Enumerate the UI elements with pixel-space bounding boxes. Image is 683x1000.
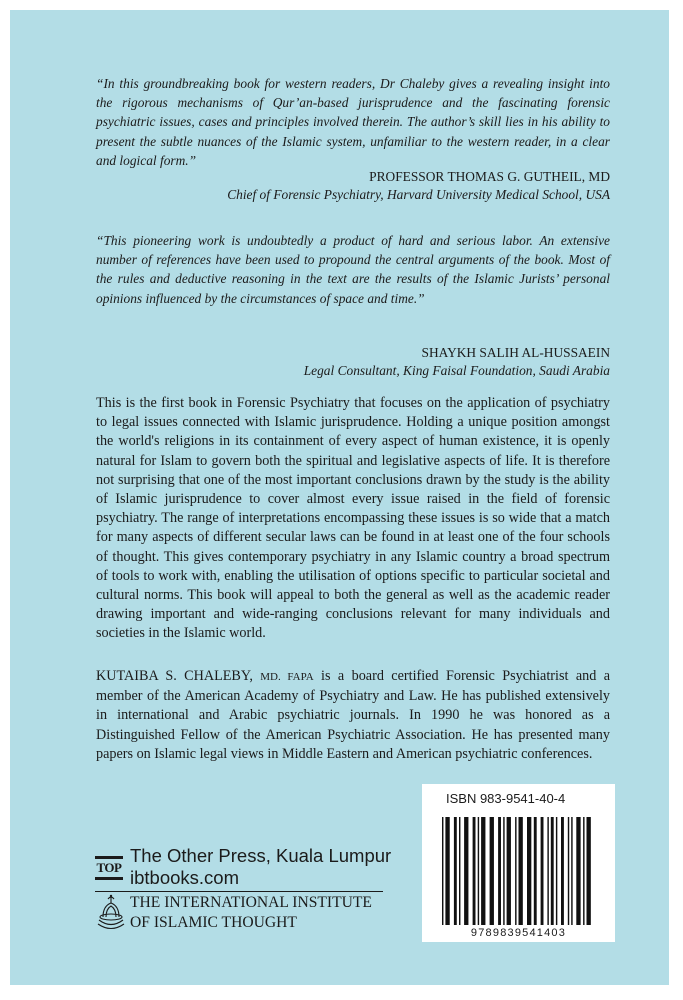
publisher-url: ibtbooks.com — [130, 867, 239, 888]
barcode-bar — [454, 817, 457, 925]
barcode-bar — [519, 817, 523, 925]
barcode-bar — [561, 817, 564, 925]
back-cover — [10, 10, 669, 985]
barcode-bar — [534, 817, 537, 925]
barcode-bar — [498, 817, 501, 925]
author-bio — [96, 667, 610, 764]
barcode-bar — [459, 817, 460, 925]
author-name: KUTAIBA S. CHALEBY, — [96, 668, 253, 684]
barcode-bar — [583, 817, 584, 925]
endorsement-quote-2: “This pioneering work is undoubtedly a product of hard and serious labor. An extensive number of references have been used to propound the central arguments of the book. Most of the rules and deductive reasoning in the text are the results of the Islamic Jurists’ personal opinions influenced by the circumstances of space and time.” — [96, 233, 610, 306]
barcode-bar — [490, 817, 494, 925]
top-logo-text: TOP — [95, 856, 123, 880]
barcode-bar — [445, 817, 449, 925]
endorsement-quote-1: “In this groundbreaking book for western readers, Dr Chaleby gives a revealing insight into the rigorous mechanisms of Qur’an-based jurisprudence and the fascinating forensic psychiatric issues, cases and principles involved therein. The author’s skill lies in his ability to present the subtle nuances of the Islamic system, unfamiliar to the western reader, in a clear and logical form.” — [96, 76, 610, 168]
iiit-emblem-icon — [94, 893, 128, 933]
barcode-graphic — [442, 817, 595, 925]
barcode-bar — [442, 817, 443, 925]
barcode-bar — [576, 817, 580, 925]
book-description: This is the first book in Forensic Psychiatry that focuses on the application of psychiatry to legal issues connected with Islamic jurisprudence. Holding a unique position amongst the world's religions in its containment of every aspect of human existence, it is openly natural for Islam to govern both the spiritual and legislative aspects of life. It is therefore not surprising that one of the most important conclusions drawn by the study is the ability of Islamic jurisprudence to cover almost every issue raised in the field of forensic psychiatry. The range of interpretations encompassing these issues is so wide that a match for many aspects of different secular laws can be found in at least one of the four schools of thought. This gives contemporary psychiatry in any Islamic country a broad spectrum of tools to work with, enabling the utilisation of options specific to particular societal and cultural norms. This book will appeal to both the general as well as the academic reader drawing important and wide-ranging conclusions relevant for many individuals and societies in the Islamic world. — [96, 395, 610, 642]
publisher-name: The Other Press, Kuala Lumpur — [130, 845, 392, 866]
barcode-bar — [568, 817, 569, 925]
endorsement-author-1: PROFESSOR THOMAS G. GUTHEIL, MD — [369, 169, 610, 184]
barcode-bar — [587, 817, 591, 925]
barcode-bar — [547, 817, 548, 925]
barcode-bar — [541, 817, 544, 925]
author-bio-text: is a board certified Forensic Psychiatrist and a member of the American Academy of Psychiatry and Law. He has published extensively in international and Arabic psychiatric journals. In 1990 he was honored as a Distinguished Fellow of the American Psychiatric Association. He has presented many papers on Islamic legal views in Middle Eastern and American psychiatric conferences. — [96, 668, 611, 762]
isbn-barcode-panel — [422, 784, 615, 942]
top-publisher-logo — [95, 856, 123, 886]
barcode-bar — [464, 817, 468, 925]
barcode-digits: 9789839541403 — [470, 927, 567, 939]
institute-name-line-2: OF ISLAMIC THOUGHT — [130, 914, 297, 931]
barcode-bar — [515, 817, 516, 925]
author-credentials: MD. FAPA — [260, 671, 314, 683]
isbn-label: ISBN 983-9541-40-4 — [446, 791, 566, 806]
barcode-bar — [551, 817, 554, 925]
barcode-bar — [571, 817, 572, 925]
endorsement-author-2: SHAYKH SALIH AL-HUSSAEIN — [421, 345, 610, 360]
endorsement-role-1: Chief of Forensic Psychiatry, Harvard University Medical School, USA — [227, 187, 610, 202]
barcode-bar — [556, 817, 557, 925]
barcode-bar — [503, 817, 504, 925]
barcode-bar — [481, 817, 485, 925]
endorsement-role-2: Legal Consultant, King Faisal Foundation, Saudi Arabia — [303, 363, 610, 378]
institute-name-line-1: THE INTERNATIONAL INSTITUTE — [130, 894, 372, 911]
barcode-bar — [527, 817, 531, 925]
barcode-bar — [473, 817, 476, 925]
barcode-bar — [507, 817, 511, 925]
publisher-divider — [95, 891, 383, 892]
barcode-bar — [478, 817, 479, 925]
